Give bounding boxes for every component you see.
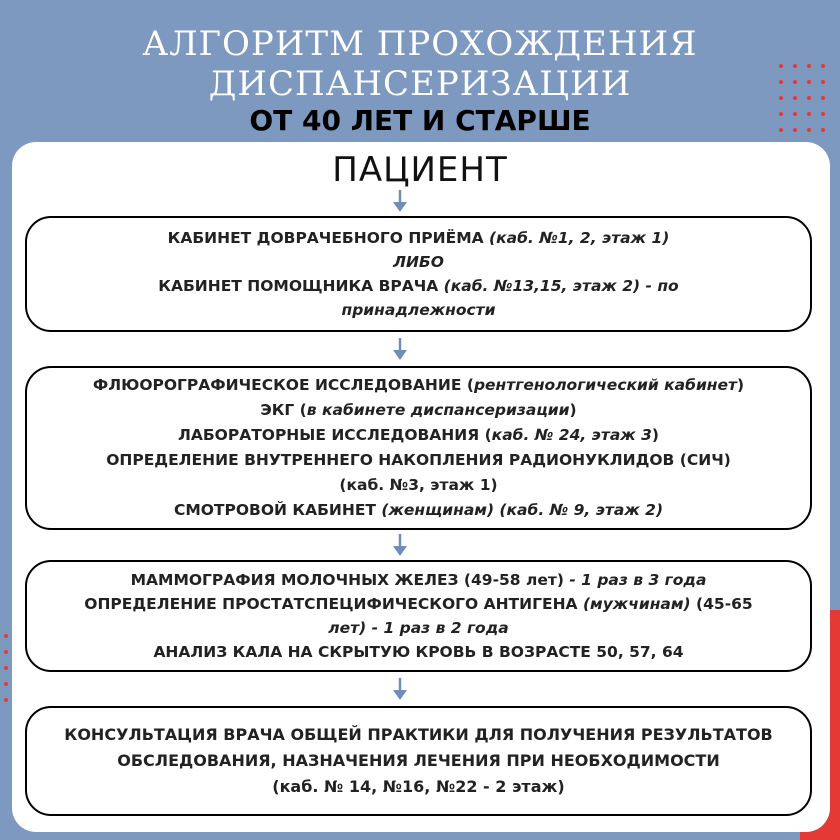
step-line — [64, 722, 773, 748]
line-italic: - 1 раз в 3 года — [569, 571, 707, 589]
step-line — [328, 616, 508, 640]
step-line — [393, 250, 444, 274]
line-italic: (каб. №13,15, этаж 2) - по — [443, 277, 679, 295]
line-main: КОНСУЛЬТАЦИЯ ВРАЧА ОБЩЕЙ ПРАКТИКИ ДЛЯ ПОЛУЧЕНИЯ РЕЗУЛЬТАТОВ — [64, 725, 773, 744]
title-line-2: ДИСПАНСЕРИЗАЦИИ — [208, 64, 632, 104]
step-box-screening — [25, 560, 812, 672]
subtitle: ОТ 40 ЛЕТ И СТАРШЕ — [249, 104, 591, 137]
line-main: КАБИНЕТ ДОВРАЧЕБНОГО ПРИЁМА — [167, 229, 490, 247]
line-main: (каб. № 14, №16, №22 - 2 этаж) — [272, 777, 565, 796]
step-line — [153, 640, 683, 664]
line-main: ОПРЕДЕЛЕНИЕ ПРОСТАТСПЕЦИФИЧЕСКОГО АНТИГЕНА — [84, 595, 583, 613]
step-line — [341, 298, 495, 322]
line-main: ЛАБОРАТОРНЫЕ ИССЛЕДОВАНИЯ ( — [177, 426, 492, 444]
line-italic: (каб. №1, 2, этаж 1) — [489, 229, 670, 247]
line-italic: ЛИБО — [393, 253, 444, 271]
line-main: ФЛЮОРОГРАФИЧЕСКОЕ ИССЛЕДОВАНИЕ ( — [92, 376, 474, 394]
step-line — [158, 274, 678, 298]
line-main: ЭКГ ( — [260, 401, 307, 419]
line-italic: лет) - 1 раз в 2 года — [328, 619, 509, 637]
arrow-down-icon — [390, 534, 410, 558]
line-main: МАММОГРАФИЯ МОЛОЧНЫХ ЖЕЛЕЗ (49-58 лет) — [130, 571, 570, 589]
line-italic: в кабинете диспансеризации — [306, 401, 570, 419]
line-main: ОБСЛЕДОВАНИЯ, НАЗНАЧЕНИЯ ЛЕЧЕНИЯ ПРИ НЕОБХОДИМОСТИ — [117, 751, 720, 770]
line-italic: принадлежности — [341, 301, 496, 319]
step-line — [272, 774, 564, 800]
step-line — [117, 748, 719, 774]
line-tail: ) — [651, 426, 659, 444]
step-box-consultation — [25, 706, 812, 816]
line-italic: каб. № 24, этаж 3 — [491, 426, 652, 444]
arrow-down-icon — [390, 338, 410, 362]
line-main: СМОТРОВОЙ КАБИНЕТ — [173, 501, 382, 519]
step-line — [260, 398, 576, 423]
line-main: ОПРЕДЕЛЕНИЕ ВНУТРЕННЕГО НАКОПЛЕНИЯ РАДИОНУКЛИДОВ (СИЧ) — [106, 451, 731, 469]
step-line — [131, 568, 707, 592]
step-line — [106, 448, 731, 473]
line-tail: ) — [737, 376, 745, 394]
line-italic: (мужчинам) — [582, 595, 691, 613]
step-line — [93, 373, 744, 398]
step-box-examinations — [25, 366, 812, 530]
step-box-reception — [25, 216, 812, 332]
line-italic: рентгенологический кабинет — [473, 376, 738, 394]
patient-label: ПАЦИЕНТ — [332, 150, 508, 190]
arrow-down-icon — [390, 190, 410, 214]
line-italic: (женщинам) (каб. № 9, этаж 2) — [381, 501, 664, 519]
line-main: КАБИНЕТ ПОМОЩНИКА ВРАЧА — [158, 277, 444, 295]
step-line — [339, 473, 497, 498]
line-tail: ) — [569, 401, 577, 419]
step-line — [178, 423, 659, 448]
step-line — [168, 226, 670, 250]
step-line — [84, 592, 752, 616]
line-main: (каб. №3, этаж 1) — [339, 476, 498, 494]
title-line-1: АЛГОРИТМ ПРОХОЖДЕНИЯ — [142, 24, 698, 64]
line-tail: (45-65 — [690, 595, 753, 613]
line-main: АНАЛИЗ КАЛА НА СКРЫТУЮ КРОВЬ В ВОЗРАСТЕ 50, 57, 64 — [153, 643, 684, 661]
step-line — [174, 498, 663, 523]
arrow-down-icon — [390, 678, 410, 702]
